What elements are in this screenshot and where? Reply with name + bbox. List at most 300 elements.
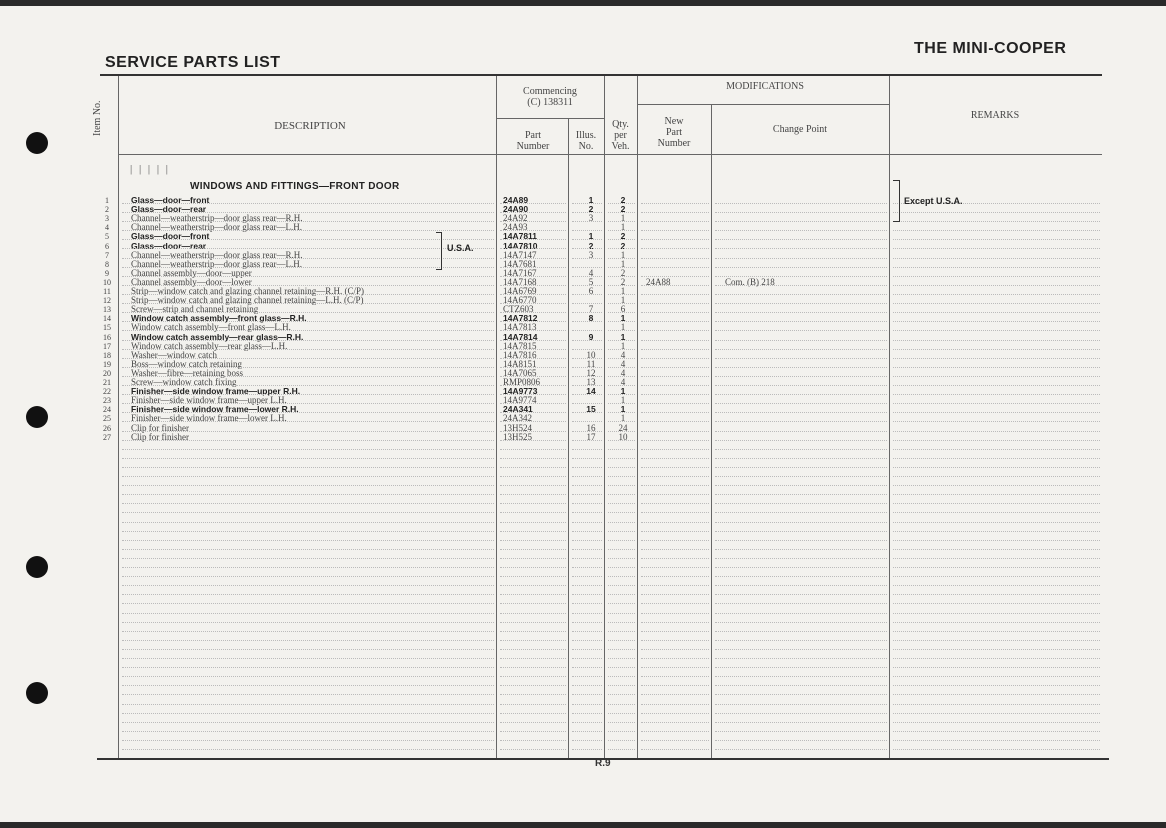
illus-number: 9 (588, 331, 594, 342)
ruled-line (500, 494, 566, 495)
item-description: Clip for finisher (131, 431, 189, 442)
ruled-line (572, 212, 602, 213)
ruled-line (641, 640, 709, 641)
item-number: 27 (103, 432, 111, 442)
ruled-line (608, 294, 635, 295)
quantity: 4 (620, 358, 626, 369)
part-number: 24A342 (503, 413, 532, 424)
ruled-line (641, 494, 709, 495)
ruled-line (500, 576, 566, 577)
ruled-line (641, 248, 709, 249)
ruled-line (608, 512, 635, 513)
ruled-line (641, 603, 709, 604)
ruled-line (715, 340, 887, 341)
commencing-label: Commencing (523, 86, 577, 97)
ruled-line (572, 540, 602, 541)
quantity: 4 (620, 349, 626, 360)
ruled-line (608, 731, 635, 732)
ruled-line (715, 230, 887, 231)
part-number: 14A7814 (503, 331, 538, 342)
ruled-line (715, 458, 887, 459)
ruled-line (608, 694, 635, 695)
part-number: 14A7816 (503, 349, 537, 360)
illus-number: 1 (588, 231, 594, 242)
qty-label: Veh. (611, 141, 630, 152)
ruled-line (572, 603, 602, 604)
item-description: Channel assembly—door—upper (131, 267, 252, 278)
ruled-line (715, 522, 887, 523)
ruled-line (122, 603, 494, 604)
ruled-line (715, 485, 887, 486)
ruled-line (893, 294, 1100, 295)
ruled-line (572, 285, 602, 286)
part-number: 24A92 (503, 213, 528, 224)
ruled-line (500, 367, 566, 368)
item-number: 18 (103, 350, 111, 360)
ruled-line (122, 485, 494, 486)
ruled-line (608, 531, 635, 532)
ruled-line (122, 731, 494, 732)
ruled-line (715, 494, 887, 495)
quantity: 1 (620, 213, 626, 224)
illus-label: Illus. (575, 130, 597, 141)
ruled-line (608, 312, 635, 313)
ruled-line (715, 731, 887, 732)
item-number: 13 (103, 305, 111, 315)
ruled-line (500, 258, 566, 259)
ruled-line (641, 676, 709, 677)
ruled-line (500, 603, 566, 604)
item-number: 15 (103, 323, 111, 333)
ruled-line (500, 649, 566, 650)
illus-number: 6 (588, 286, 594, 296)
ruled-line (572, 494, 602, 495)
ruled-line (893, 403, 1100, 404)
ruled-line (122, 276, 494, 277)
ruled-line (608, 603, 635, 604)
header-bottom-rule (118, 154, 1102, 155)
ruled-line (122, 540, 494, 541)
ruled-line (500, 403, 566, 404)
ruled-line (122, 740, 494, 741)
ruled-line (608, 330, 635, 331)
item-description: Finisher—side window frame—lower R.H. (131, 404, 299, 415)
ruled-line (641, 476, 709, 477)
ruled-line (715, 704, 887, 705)
ruled-line (641, 239, 709, 240)
ruled-line (641, 531, 709, 532)
ruled-line (641, 549, 709, 550)
quantity: 6 (620, 304, 626, 315)
ruled-line (608, 649, 635, 650)
ruled-line (122, 421, 494, 422)
ruled-line (122, 321, 494, 322)
ruled-line (572, 512, 602, 513)
ruled-line (122, 303, 494, 304)
item-number: 3 (105, 214, 109, 224)
ruled-line (893, 713, 1100, 714)
ruled-line (500, 667, 566, 668)
illus-number: 7 (588, 304, 594, 315)
ruled-line (715, 667, 887, 668)
ruled-line (641, 349, 709, 350)
ruled-line (641, 303, 709, 304)
commencing-number: (C) 138311 (527, 97, 573, 108)
ruled-line (715, 658, 887, 659)
ruled-line (500, 358, 566, 359)
ruled-line (500, 467, 566, 468)
ruled-line (500, 203, 566, 204)
ruled-line (122, 394, 494, 395)
ruled-line (500, 676, 566, 677)
ruled-line (608, 349, 635, 350)
ruled-line (572, 248, 602, 249)
illus-number: 12 (586, 367, 596, 378)
ruled-line (572, 258, 602, 259)
item-number: 26 (103, 423, 111, 433)
ruled-line (500, 531, 566, 532)
ruled-line (715, 558, 887, 559)
page-title: SERVICE PARTS LIST (105, 54, 281, 71)
quantity: 2 (620, 204, 626, 215)
ruled-line (893, 658, 1100, 659)
ruled-line (608, 449, 635, 450)
ruled-line (608, 522, 635, 523)
part-number: RMP0806 (503, 377, 541, 387)
ruled-line (641, 385, 709, 386)
ruled-line (608, 248, 635, 249)
ruled-line (608, 740, 635, 741)
item-description: Washer—fibre—retaining boss (131, 367, 243, 378)
ruled-line (500, 221, 566, 222)
ruled-line (641, 330, 709, 331)
ruled-line (893, 449, 1100, 450)
ruled-line (122, 558, 494, 559)
illus-number: 15 (586, 404, 596, 415)
ruled-line (122, 330, 494, 331)
ruled-line (893, 685, 1100, 686)
ruled-line (572, 503, 602, 504)
ruled-line (608, 749, 635, 750)
ruled-line (641, 276, 709, 277)
ruled-line (641, 358, 709, 359)
quantity: 2 (620, 231, 626, 242)
ruled-line (122, 676, 494, 677)
ruled-line (572, 358, 602, 359)
part-number: 24A93 (503, 222, 528, 233)
ruled-line (893, 540, 1100, 541)
ruled-line (572, 330, 602, 331)
ruled-line (572, 458, 602, 459)
quantity: 1 (620, 286, 626, 296)
ruled-line (500, 522, 566, 523)
ruled-line (122, 403, 494, 404)
ruled-line (608, 440, 635, 441)
ruled-line (715, 713, 887, 714)
part-number: 14A7811 (503, 231, 538, 242)
item-description: Finisher—side window frame—upper L.H. (131, 395, 287, 406)
ruled-line (500, 394, 566, 395)
ruled-line (122, 512, 494, 513)
ruled-line (122, 685, 494, 686)
ruled-line (641, 594, 709, 595)
ruled-line (608, 431, 635, 432)
ruled-line (122, 649, 494, 650)
ruled-line (122, 349, 494, 350)
ruled-line (500, 704, 566, 705)
ruled-line (608, 713, 635, 714)
ruled-line (715, 694, 887, 695)
ruled-line (715, 285, 887, 286)
part-number: 24A89 (503, 195, 529, 205)
part-number: 24A90 (503, 204, 529, 215)
item-description: Strip—window catch and glazing channel retaining—R.H. (C/P) (131, 286, 364, 296)
illus-number: 13 (586, 377, 596, 387)
ruled-line (715, 512, 887, 513)
ruled-line (122, 431, 494, 432)
ruled-line (715, 567, 887, 568)
ruled-line (500, 276, 566, 277)
ruled-line (572, 658, 602, 659)
item-description: Finisher—side window frame—lower L.H. (131, 413, 287, 424)
ruled-line (500, 230, 566, 231)
ruled-line (572, 694, 602, 695)
ruled-line (122, 203, 494, 204)
item-description: Screw—strip and channel retaining (131, 304, 259, 315)
ruled-line (122, 440, 494, 441)
ruled-line (122, 467, 494, 468)
ruled-line (572, 549, 602, 550)
header-divider (637, 104, 889, 105)
ruled-line (608, 631, 635, 632)
ruled-line (500, 312, 566, 313)
ruled-line (641, 230, 709, 231)
ruled-line (500, 567, 566, 568)
ruled-line (572, 340, 602, 341)
ruled-line (572, 722, 602, 723)
ruled-line (715, 467, 887, 468)
part-number: 14A7812 (503, 313, 538, 324)
item-description: Boss—window catch retaining (131, 358, 242, 369)
ruled-line (500, 330, 566, 331)
ruled-line (608, 540, 635, 541)
ruled-line (893, 667, 1100, 668)
ruled-line (893, 212, 1100, 213)
ruled-line (641, 658, 709, 659)
ruled-line (122, 503, 494, 504)
ruled-line (572, 403, 602, 404)
item-number: 9 (105, 268, 109, 278)
ruled-line (641, 467, 709, 468)
quantity: 1 (620, 313, 626, 324)
ruled-line (608, 685, 635, 686)
ruled-line (641, 722, 709, 723)
item-number: 24 (103, 405, 111, 415)
ruled-line (608, 230, 635, 231)
ruled-line (608, 485, 635, 486)
item-number: 6 (105, 241, 109, 251)
ruled-line (608, 458, 635, 459)
item-description: Channel—weatherstrip—door glass rear—R.H. (131, 213, 303, 224)
ruled-line (641, 613, 709, 614)
ruled-line (500, 740, 566, 741)
ruled-line (715, 412, 887, 413)
ruled-line (715, 239, 887, 240)
ruled-line (122, 631, 494, 632)
ruled-line (500, 476, 566, 477)
ruled-line (608, 212, 635, 213)
ruled-line (122, 212, 494, 213)
ruled-line (715, 203, 887, 204)
new-part-label: Part (665, 127, 683, 138)
ruled-line (608, 394, 635, 395)
quantity: 1 (620, 404, 626, 415)
ruled-line (122, 585, 494, 586)
ruled-line (641, 267, 709, 268)
ruled-line (608, 203, 635, 204)
ruled-line (608, 340, 635, 341)
ruled-line (608, 367, 635, 368)
ruled-line (122, 340, 494, 341)
item-number: 21 (103, 378, 111, 387)
ruled-line (608, 676, 635, 677)
ruled-line (608, 558, 635, 559)
illus-number: 3 (588, 213, 594, 224)
ruled-line (122, 549, 494, 550)
part-number: 13H525 (503, 431, 532, 442)
ruled-line (572, 267, 602, 268)
ruled-line (572, 676, 602, 677)
item-description: Channel—weatherstrip—door glass rear—R.H. (131, 249, 303, 260)
ruled-line (608, 267, 635, 268)
ruled-line (122, 704, 494, 705)
quantity: 24 (618, 422, 628, 433)
ruled-line (122, 722, 494, 723)
ruled-line (572, 594, 602, 595)
ruled-line (500, 239, 566, 240)
quantity: 1 (620, 413, 626, 424)
qty-label: Qty. (612, 119, 629, 130)
ruled-line (893, 367, 1100, 368)
ruled-line (500, 631, 566, 632)
ruled-line (572, 221, 602, 222)
ruled-line (500, 594, 566, 595)
ruled-line (572, 239, 602, 240)
ruled-line (122, 458, 494, 459)
ruled-line (715, 376, 887, 377)
ruled-line (608, 221, 635, 222)
ruled-line (572, 485, 602, 486)
ruled-line (500, 694, 566, 695)
item-number: 14 (103, 314, 111, 324)
ruled-line (715, 358, 887, 359)
part-number: 14A6769 (503, 286, 537, 296)
illus-number: 5 (588, 276, 594, 287)
item-description: Window catch assembly—front glass—R.H. (131, 313, 307, 324)
item-number: 23 (103, 396, 111, 406)
model-title: THE MINI-COOPER (914, 40, 1067, 57)
ruled-line (893, 239, 1100, 240)
item-description: Glass—door—front (131, 195, 210, 205)
ruled-line (715, 503, 887, 504)
change-point-header: Change Point (772, 124, 828, 135)
ruled-line (500, 485, 566, 486)
ruled-line (715, 631, 887, 632)
item-number: 22 (103, 387, 111, 397)
ruled-line (122, 576, 494, 577)
ruled-line (893, 594, 1100, 595)
part-number: 14A7813 (503, 322, 537, 333)
new-part-header (637, 116, 711, 149)
ruled-line (608, 358, 635, 359)
item-number: 20 (103, 368, 111, 378)
qty-label: per (614, 130, 627, 141)
ruled-line (715, 740, 887, 741)
ruled-line (641, 694, 709, 695)
ruled-line (608, 640, 635, 641)
ruled-line (893, 412, 1100, 413)
ruled-line (122, 531, 494, 532)
ruled-line (715, 221, 887, 222)
part-number: 14A7065 (503, 367, 537, 378)
item-description: Clip for finisher (131, 422, 189, 433)
ruled-line (641, 485, 709, 486)
quantity: 4 (620, 367, 626, 378)
ruled-line (608, 667, 635, 668)
ruled-line (572, 440, 602, 441)
ruled-line (893, 440, 1100, 441)
ruled-line (715, 722, 887, 723)
ruled-line (715, 312, 887, 313)
ruled-line (572, 203, 602, 204)
ruled-line (893, 576, 1100, 577)
ruled-line (572, 431, 602, 432)
ruled-line (641, 394, 709, 395)
ruled-line (572, 685, 602, 686)
ruled-line (500, 376, 566, 377)
ruled-line (893, 649, 1100, 650)
ruled-line (893, 567, 1100, 568)
ruled-line (893, 731, 1100, 732)
ruled-line (608, 494, 635, 495)
ruled-line (572, 467, 602, 468)
ruled-line (572, 449, 602, 450)
part-number: 14A9774 (503, 395, 537, 406)
ruled-line (715, 576, 887, 577)
ruled-line (893, 358, 1100, 359)
ruled-line (500, 440, 566, 441)
ruled-line (608, 467, 635, 468)
ruled-line (641, 558, 709, 559)
ruled-line (122, 594, 494, 595)
ruled-line (715, 676, 887, 677)
ruled-line (893, 503, 1100, 504)
part-number: 14A7815 (503, 340, 537, 351)
item-number: 1 (105, 196, 109, 205)
ruled-line (641, 312, 709, 313)
ruled-line (500, 622, 566, 623)
ruled-line (893, 749, 1100, 750)
ruled-line (572, 585, 602, 586)
ruled-line (122, 749, 494, 750)
ruled-line (641, 740, 709, 741)
ruled-line (500, 412, 566, 413)
ruled-line (641, 449, 709, 450)
illus-no-header (568, 130, 604, 152)
indent-ticks: | | | | | (130, 163, 171, 175)
ruled-line (608, 276, 635, 277)
ruled-line (893, 722, 1100, 723)
